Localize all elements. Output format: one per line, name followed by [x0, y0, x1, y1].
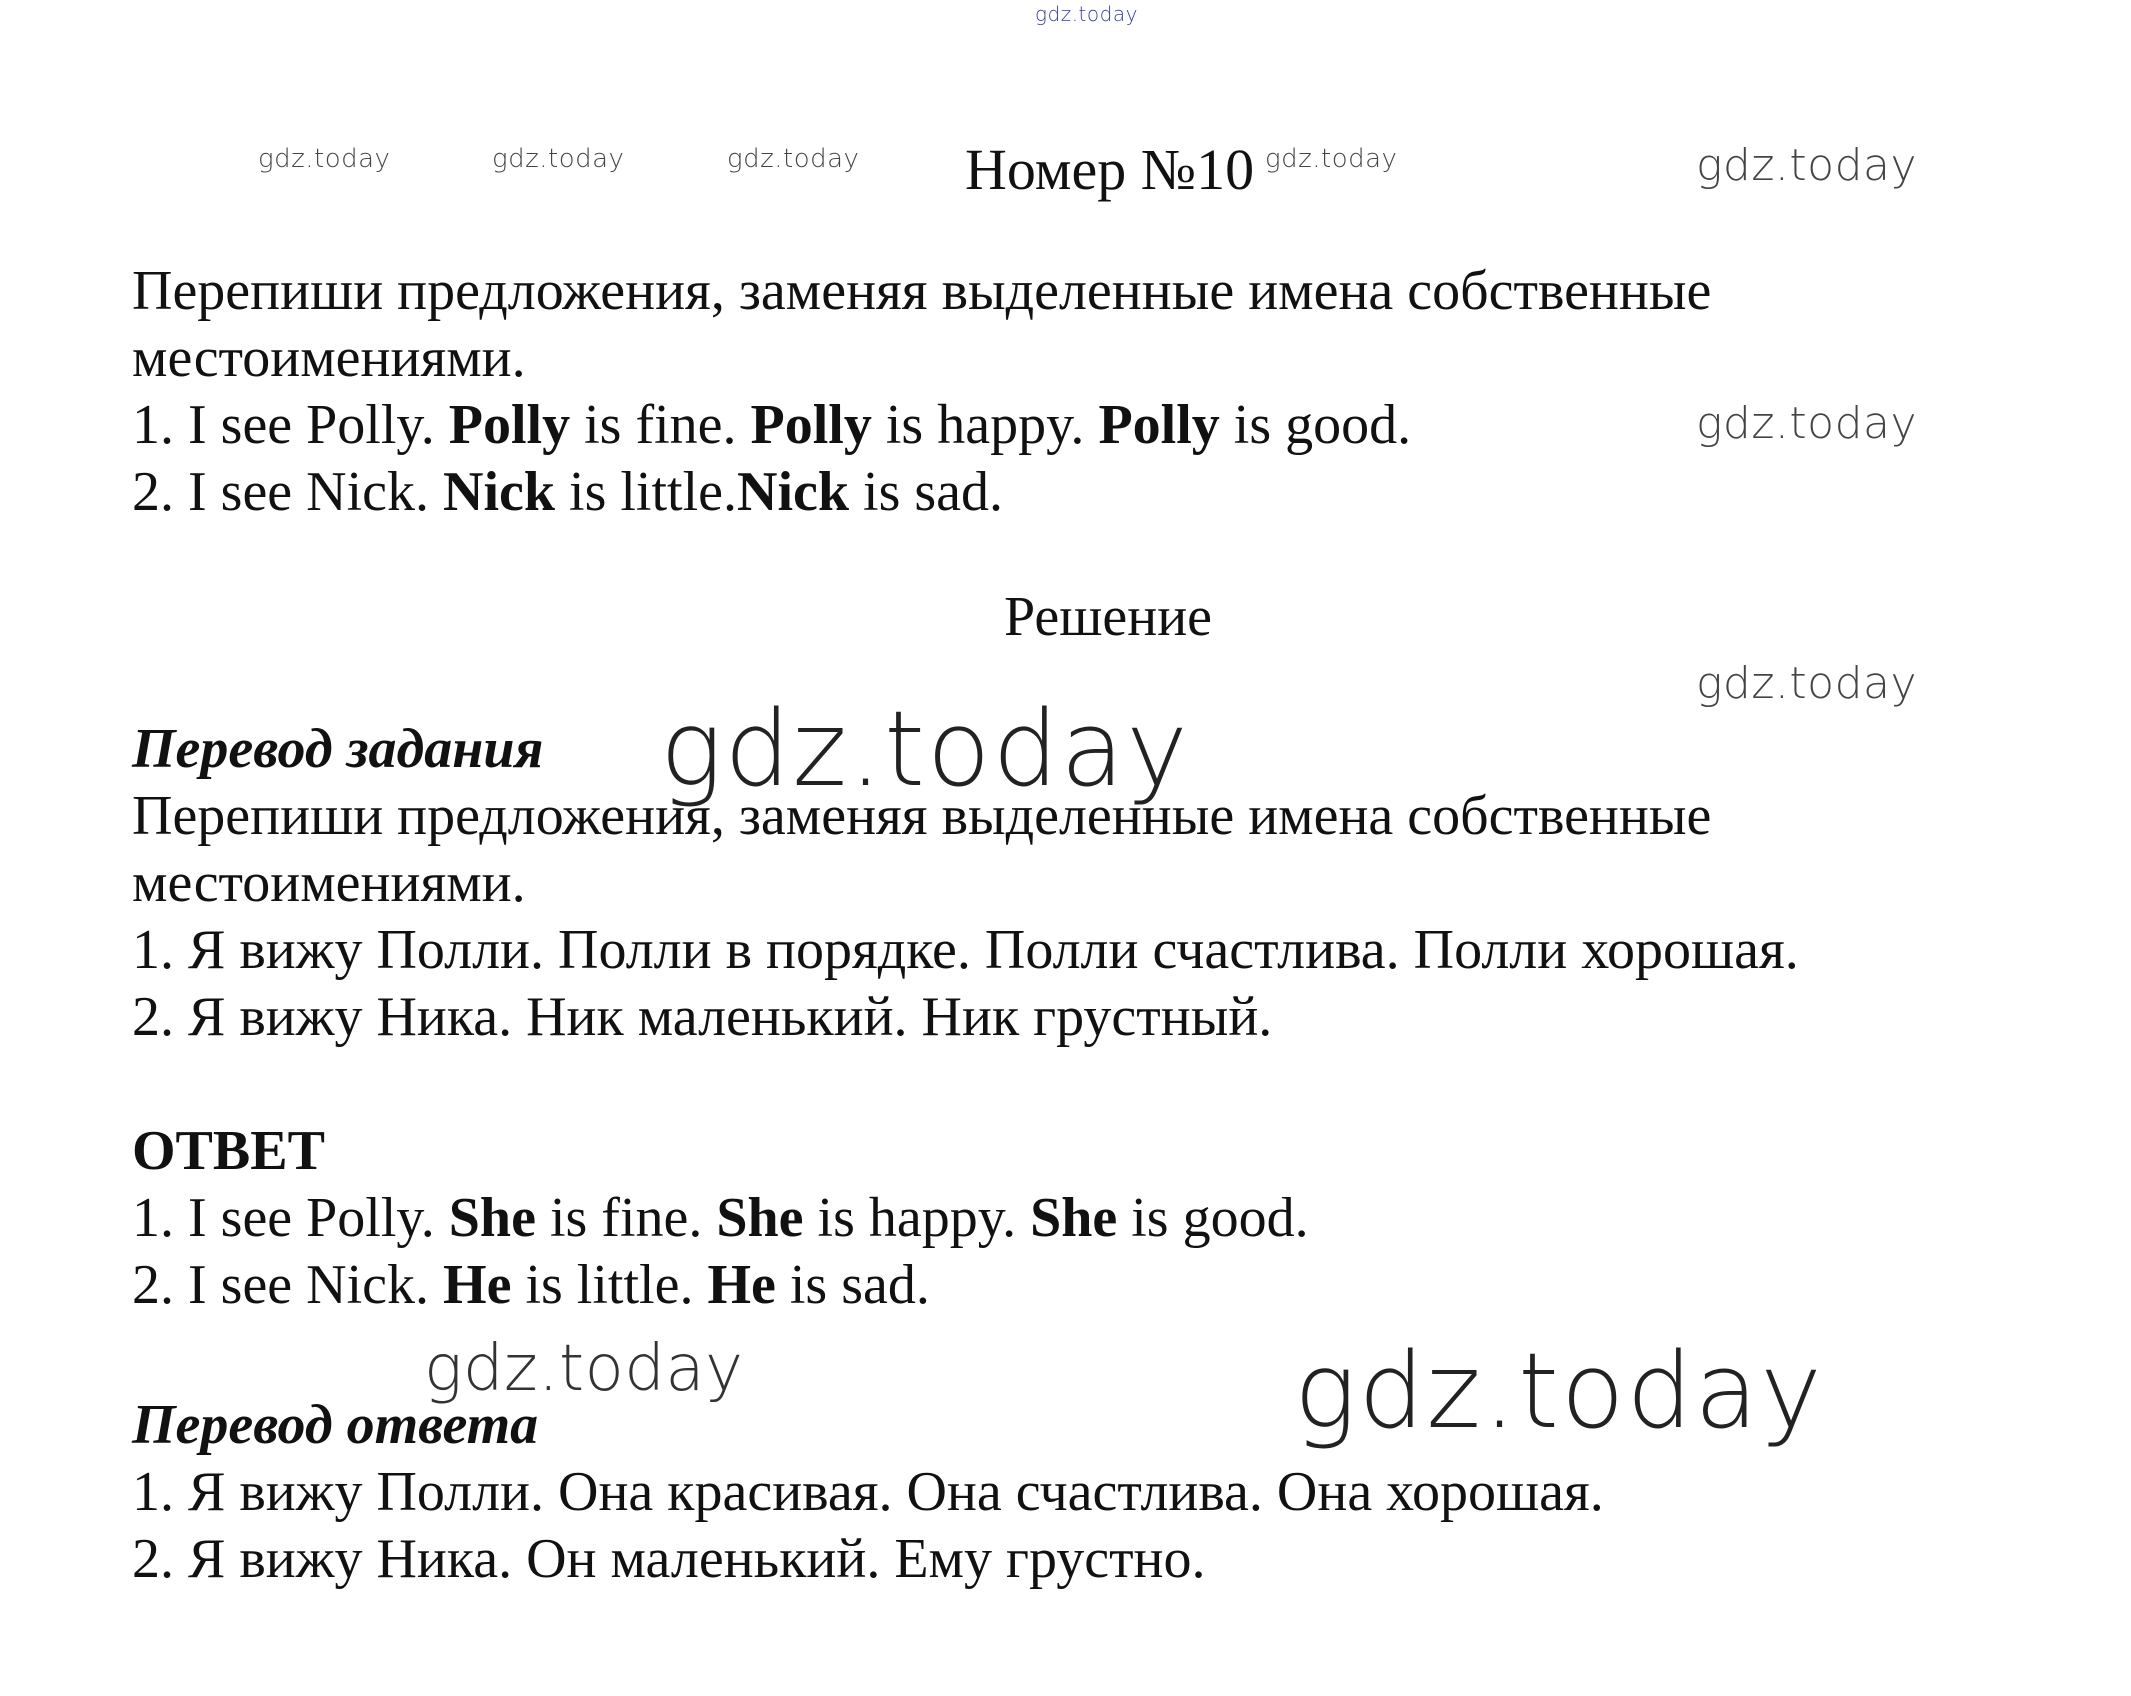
watermark-large: gdz.today — [660, 688, 1190, 810]
answer-sentence-1: 1. I see Polly. She is fine. She is happy. She is good. — [132, 1187, 1309, 1249]
solution-heading: Решение — [1004, 586, 1213, 648]
translation-line2: местоимениями. — [132, 852, 526, 914]
translation-sentence-2: 2. Я вижу Ника. Ник маленький. Ник грустный. — [132, 986, 1273, 1048]
watermark-large: gdz.today — [1294, 1330, 1824, 1452]
answer-translation-heading: Перевод ответа — [132, 1394, 539, 1456]
watermark: gdz.today — [424, 1332, 744, 1406]
watermark: gdz.today — [492, 144, 625, 174]
task-sentence-1: 1. I see Polly. Polly is fine. Polly is happy. Polly is good. — [132, 394, 1412, 456]
translation-line1: Перепиши предложения, заменяя выделенные имена собственные — [132, 785, 1712, 847]
answer-translation-sentence-1: 1. Я вижу Полли. Она красивая. Она счастлива. Она хорошая. — [132, 1461, 1604, 1523]
watermark: gdz.today — [727, 144, 860, 174]
watermark-top: gdz.today — [1035, 2, 1138, 26]
translation-heading: Перевод задания — [132, 718, 544, 780]
translation-sentence-1: 1. Я вижу Полли. Полли в порядке. Полли счастлива. Полли хорошая. — [132, 919, 1799, 981]
watermark: gdz.today — [1696, 398, 1918, 449]
task-instruction-line2: местоимениями. — [132, 327, 526, 389]
answer-heading: ОТВЕТ — [132, 1120, 325, 1182]
answer-sentence-2: 2. I see Nick. He is little. He is sad. — [132, 1254, 930, 1316]
watermark: gdz.today — [1696, 140, 1918, 191]
watermark: gdz.today — [258, 144, 391, 174]
answer-translation-sentence-2: 2. Я вижу Ника. Он маленький. Ему грустно. — [132, 1528, 1206, 1590]
watermark: gdz.today — [1265, 144, 1398, 174]
page-title: Номер №10 — [965, 137, 1255, 202]
watermark: gdz.today — [1696, 658, 1918, 709]
task-sentence-2: 2. I see Nick. Nick is little.Nick is sad. — [132, 461, 1004, 523]
task-instruction-line1: Перепиши предложения, заменяя выделенные имена собственные — [132, 260, 1712, 322]
